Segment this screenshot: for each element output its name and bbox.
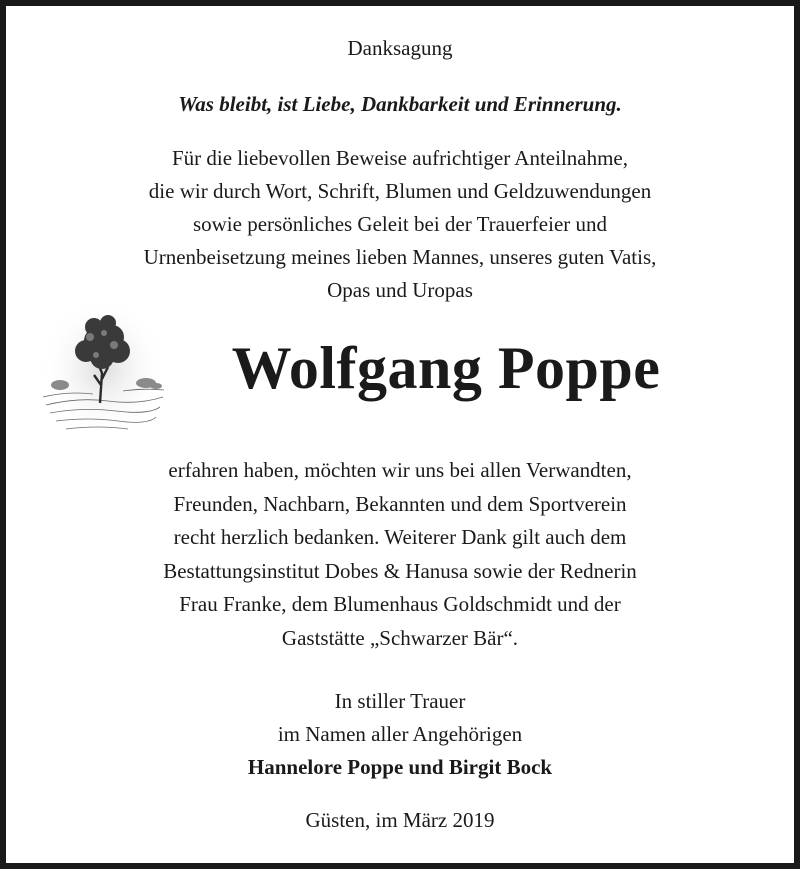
closing-block	[6, 685, 794, 784]
closing-line: im Namen aller Angehörigen	[277, 722, 523, 746]
thanks-paragraph	[6, 454, 794, 655]
intro-line: Opas und Uropas	[327, 278, 473, 302]
thanks-line: Bestattungsinstitut Dobes & Hanusa sowie der Rednerin	[163, 558, 637, 583]
signers: Hannelore Poppe und Birgit Bock	[247, 755, 553, 779]
thanks-line: Freunden, Nachbarn, Bekannten und dem Sportverein	[173, 491, 627, 516]
notice-heading: Danksagung	[347, 36, 453, 60]
intro-line: Urnenbeisetzung meines lieben Mannes, unseres guten Vatis,	[143, 245, 657, 269]
intro-line: die wir durch Wort, Schrift, Blumen und Geldzuwendungen	[148, 179, 652, 203]
thanks-line: erfahren haben, möchten wir uns bei allen Verwandten,	[168, 458, 632, 482]
motto: Was bleibt, ist Liebe, Dankbarkeit und Erinnerung.	[178, 92, 622, 116]
thanks-line: recht herzlich bedanken. Weiterer Dank gilt auch dem	[173, 525, 627, 549]
closing-line: In stiller Trauer	[334, 689, 466, 713]
intro-line: Für die liebevollen Beweise aufrichtiger Anteilnahme,	[171, 146, 629, 170]
thanks-line: Frau Franke, dem Blumenhaus Goldschmidt und der	[179, 592, 621, 616]
thanks-line: Gaststätte „Schwarzer Bär“.	[281, 625, 519, 650]
intro-paragraph	[6, 142, 794, 307]
place-date: Güsten, im März 2019	[305, 808, 495, 832]
tree-landscape-icon	[38, 293, 168, 443]
intro-line: sowie persönliches Geleit bei der Trauerfeier und	[192, 212, 608, 236]
deceased-name: Wolfgang Poppe	[231, 335, 661, 401]
